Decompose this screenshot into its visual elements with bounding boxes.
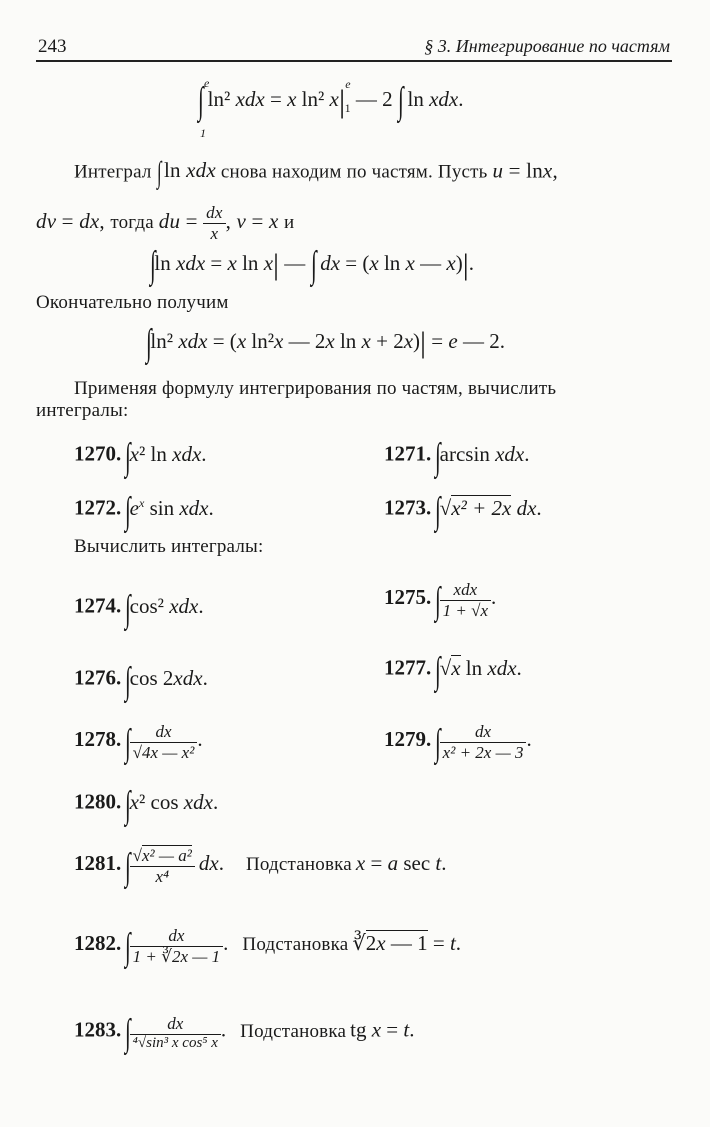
problem-number: 1273. [384,495,432,520]
apply-text-line-1 [74,378,670,400]
problem-1277: 1277. ∫√x ln xdx. [384,650,522,692]
problem-number: 1281. [74,851,122,876]
substitution-label: Подстановка [242,934,349,956]
finally-text: Окончательно получим [36,292,229,313]
apply-text: Применяя формулу интегрирования по частям, вычислить [74,378,557,399]
problem-number: 1276. [74,665,122,690]
problem-1282: 1282. ∫ $\frac{dx}{1 + ∛2x — 1}$ . Подстановка ∛2x — 1 = t. [74,925,462,968]
and-word: и [283,211,295,233]
problem-1276: 1276. ∫cos 2xdx. [74,660,208,702]
apply-text-line-2: интегралы: [36,400,129,421]
problem-number: 1278. [74,727,122,752]
paragraph-line-2: dv = dx, тогда du = $\frac{dx}{x}$ , v = x и [36,203,295,243]
substitution-label: Подстановка [245,854,352,876]
problem-number: 1275. [384,585,432,610]
equation-3: ∫ln² xdx = (x ln²x — 2x ln x + 2x)| = e — 2. [146,322,505,364]
problem-1270: 1270. ∫x² ln xdx. [74,436,207,478]
problem-number: 1283. [74,1017,122,1042]
problem-1283: 1283. ∫ $\frac{dx}{\text{⁴√sin³ x cos⁵ x}}$ . Подстановка tg x = t. [74,1012,415,1054]
then-word: тогда [110,211,154,233]
problem-number: 1282. [74,931,122,956]
problem-1278: 1278. ∫ $\frac{dx}{\text{√4x — x²}}$ . [74,721,203,764]
equation-2: ∫ln xdx = x ln x| — ∫ dx = (x ln x — x)|. [150,244,474,286]
problem-1279: 1279. ∫ $\frac{dx}{\text{x² + 2x — 3}}$ . [384,721,532,764]
problem-1280: 1280. ∫x² cos xdx. [74,784,219,826]
intro-word: Интеграл [74,161,152,183]
problem-number: 1270. [74,441,122,466]
problem-number: 1271. [384,441,432,466]
problem-1281: 1281. ∫ $\frac{\text{√x² — a²}}{\text{x⁴}}$ dx. Подстановка x = a sec t. [74,845,447,888]
section-title: § 3. Интегрирование по частям [424,36,670,56]
header-rule [36,60,672,62]
problem-number: 1272. [74,495,122,520]
substitution-label: Подстановка [240,1020,347,1042]
problem-1274: 1274. ∫cos² xdx. [74,588,204,630]
problem-number: 1279. [384,727,432,752]
problem-1272: 1272. $\int e^x$ sin xdx. [74,490,214,532]
page-number: 243 [38,36,67,57]
equation-1: ∫ e 1 ln² xdx = x ln² $x|^e_1$ — 2 ∫ ln xdx. [198,76,464,140]
problem-1271: 1271. ∫arcsin xdx. [384,436,530,478]
intro-rest: снова находим по частям. Пусть [220,161,488,183]
problem-number: 1274. [74,593,122,618]
problem-1273: 1273. ∫√x² + 2x dx. [384,490,542,532]
problem-number: 1277. [384,655,432,680]
paragraph-line-1: Интеграл ∫ ln xdx снова находим по частям. Пусть u = lnx, [74,156,558,189]
compute-text: Вычислить интегралы: [74,536,264,557]
problem-1275: 1275. ∫ $\frac{\text{xdx}}{1 + √x}$ . [384,579,497,622]
problem-number: 1280. [74,789,122,814]
